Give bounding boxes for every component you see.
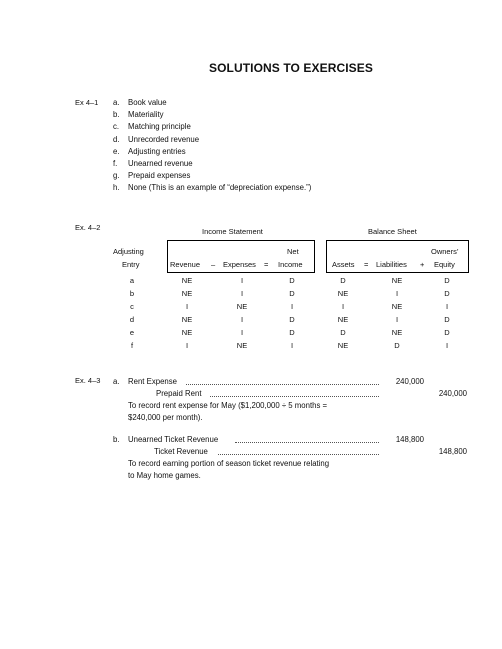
credit-account: Prepaid Rent xyxy=(156,389,202,398)
header-entry: Entry xyxy=(122,260,140,269)
leader-dots xyxy=(186,384,379,385)
equity-cell: I xyxy=(445,302,449,311)
expenses-cell: I xyxy=(240,315,244,324)
assets-cell: I xyxy=(341,302,345,311)
debit-account: Unearned Ticket Revenue xyxy=(128,435,219,444)
entry-cell: f xyxy=(130,341,134,350)
entry-cell: d xyxy=(129,315,135,324)
entry-cell: c xyxy=(130,302,134,311)
answer-letter: f. xyxy=(113,159,118,168)
header-equals: = xyxy=(264,260,269,269)
liabilities-cell: D xyxy=(394,341,400,350)
answer-text: Unrecorded revenue xyxy=(128,134,200,144)
assets-cell: D xyxy=(340,276,346,285)
header-equity: Equity xyxy=(434,260,455,269)
answer-text: Matching principle xyxy=(128,122,191,132)
assets-cell: NE xyxy=(337,289,349,298)
equity-cell: D xyxy=(444,315,450,324)
answer-letter: g. xyxy=(113,171,120,181)
debit-amount: 148,800 xyxy=(395,435,424,444)
liabilities-cell: NE xyxy=(391,302,403,311)
revenue-cell: I xyxy=(185,302,189,311)
header-adjusting: Adjusting xyxy=(113,247,144,256)
answer-text: Prepaid expenses xyxy=(128,171,191,181)
answer-text: Book value xyxy=(128,98,167,107)
answer-text: Materiality xyxy=(128,110,164,120)
header-liabilities: Liabilities xyxy=(376,260,407,269)
leader-dots xyxy=(235,442,379,443)
assets-cell: NE xyxy=(337,315,349,324)
revenue-cell: NE xyxy=(181,289,193,298)
page-title: SOLUTIONS TO EXERCISES xyxy=(208,61,373,75)
equity-cell: D xyxy=(444,328,450,337)
header-owners: Owners’ xyxy=(431,247,459,256)
equity-cell: I xyxy=(445,341,449,350)
liabilities-cell: I xyxy=(395,289,399,298)
revenue-cell: NE xyxy=(181,328,193,337)
net-income-cell: D xyxy=(289,328,295,337)
revenue-cell: NE xyxy=(181,315,193,324)
net-income-cell: I xyxy=(290,341,294,350)
credit-amount: 240,000 xyxy=(438,389,467,398)
expenses-cell: I xyxy=(240,328,244,337)
debit-account: Rent Expense xyxy=(128,377,177,386)
header-net: Net xyxy=(287,247,299,256)
answer-letter: b. xyxy=(113,110,120,120)
equity-cell: D xyxy=(444,289,450,298)
exercise-label: Ex. 4–3 xyxy=(75,376,101,385)
debit-amount: 240,000 xyxy=(395,377,424,386)
answer-letter: d. xyxy=(113,134,120,144)
leader-dots xyxy=(218,454,379,455)
net-income-cell: I xyxy=(290,302,294,311)
expenses-cell: I xyxy=(240,289,244,298)
entry-letter: a. xyxy=(113,377,120,386)
header-minus: – xyxy=(211,260,216,269)
credit-account: Ticket Revenue xyxy=(154,447,208,456)
answer-text: None (This is an example of “depreciation expense.”) xyxy=(128,183,312,193)
answer-letter: a. xyxy=(113,98,120,107)
liabilities-cell: NE xyxy=(391,276,403,285)
answer-text: Unearned revenue xyxy=(128,159,193,168)
header-equals: = xyxy=(364,260,369,269)
answer-letter: h. xyxy=(113,183,120,193)
header-plus: + xyxy=(420,260,425,269)
entry-explanation: $240,000 per month). xyxy=(128,413,203,422)
answer-text: Adjusting entries xyxy=(128,146,186,156)
liabilities-cell: NE xyxy=(391,328,403,337)
header-revenue: Revenue xyxy=(170,260,201,269)
net-income-cell: D xyxy=(289,315,295,324)
exercise-label: Ex. 4–2 xyxy=(75,223,101,232)
income-statement-title: Income Statement xyxy=(202,227,263,236)
net-income-cell: D xyxy=(289,289,295,298)
entry-cell: a xyxy=(129,276,135,285)
answer-letter: c. xyxy=(113,122,120,132)
revenue-cell: NE xyxy=(181,276,193,285)
header-income: Income xyxy=(278,260,303,269)
exercise-label: Ex 4–1 xyxy=(75,98,99,107)
answer-letter: e. xyxy=(113,146,120,156)
entry-cell: e xyxy=(129,328,135,337)
balance-sheet-title: Balance Sheet xyxy=(368,227,417,236)
credit-amount: 148,800 xyxy=(438,447,467,456)
expenses-cell: I xyxy=(240,276,244,285)
leader-dots xyxy=(210,396,379,397)
liabilities-cell: I xyxy=(395,315,399,324)
equity-cell: D xyxy=(444,276,450,285)
net-income-cell: D xyxy=(289,276,295,285)
entry-explanation: to May home games. xyxy=(128,471,201,480)
expenses-cell: NE xyxy=(236,302,248,311)
entry-cell: b xyxy=(129,289,135,298)
entry-explanation: To record earning portion of season ticket revenue relating xyxy=(128,459,330,468)
assets-cell: NE xyxy=(337,341,349,350)
entry-explanation: To record rent expense for May ($1,200,000 ÷ 5 months = xyxy=(128,401,328,410)
header-expenses: Expenses xyxy=(223,260,256,269)
revenue-cell: I xyxy=(185,341,189,350)
expenses-cell: NE xyxy=(236,341,248,350)
entry-letter: b. xyxy=(113,435,120,444)
assets-cell: D xyxy=(340,328,346,337)
header-assets: Assets xyxy=(332,260,355,269)
